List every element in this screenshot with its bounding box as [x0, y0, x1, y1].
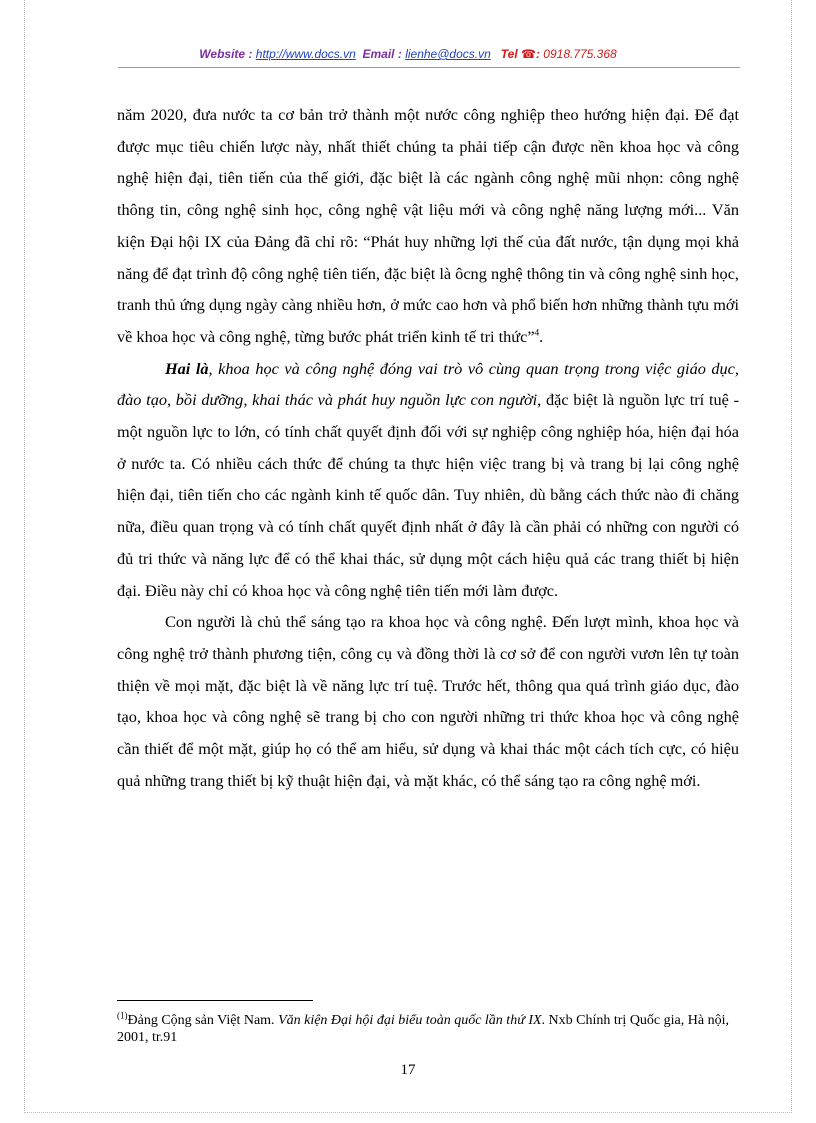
- page-header: [0, 47, 816, 61]
- paragraph-3: Con người là chủ thể sáng tạo ra khoa học và công nghệ. Đến lượt mình, khoa học và công nghệ trở thành phương tiện, công cụ và đồng thời là cơ sở để con người vươn lên tự toàn thiện về mọi mặt, đặc biệt là về năng lực trí tuệ. Trước hết, thông qua quá trình giáo dục, đào tạo, khoa học và công nghệ sẽ trang bị cho con người những tri thức khoa học và công nghệ cần thiết để một mặt, giúp họ có thể am hiểu, sử dụng và khai thác một cách tích cực, có hiệu quả những trang thiết bị kỹ thuật hiện đại, và mặt khác, có thể sáng tạo ra công nghệ mới.: [117, 612, 739, 790]
- email-label: Email :: [362, 47, 402, 61]
- paragraph-2-text: , đặc biệt là nguồn lực trí tuệ - một nguồn lực to lớn, có tính chất quyết định đối với sự nghiệp công nghiệp hóa, hiện đại hóa ở nước ta. Có nhiều cách thức để chúng ta thực hiện việc trang bị và trang bị lại công nghệ hiện đại, tiên tiến cho các ngành kinh tế quốc dân. Tuy nhiên, dù bằng cách thức nào đi chăng nữa, điều quan trọng và có tính chất quyết định nhất ở đây là cần phải có những con người có đủ tri thức và năng lực để có thể khai thác, sử dụng một cách hiệu quả các trang thiết bị hiện đại. Điều này chỉ có khoa học và công nghệ tiên tiến mới làm được.: [117, 390, 739, 600]
- paragraph-2-lead: Hai là: [165, 358, 209, 378]
- paragraph-1-end: .: [539, 326, 544, 346]
- footnote-reference: 4: [534, 327, 540, 338]
- email-link[interactable]: lienhe@docs.vn: [405, 47, 491, 61]
- paragraph-1: [117, 99, 739, 353]
- phone-number: 0918.775.368: [543, 47, 617, 61]
- footnote-title: Văn kiện Đại hội đại biểu toàn quốc lần thứ IX: [278, 1013, 542, 1028]
- footnote-divider: [117, 1000, 313, 1001]
- footnote-publisher: . Nxb Chính trị Quốc gia, Hà nội, 2001, tr.91: [117, 1013, 729, 1045]
- footnote-author: Đảng Cộng sản Việt Nam.: [127, 1013, 279, 1028]
- paragraph-1-text: năm 2020, đưa nước ta cơ bản trở thành một nước công nghiệp theo hướng hiện đại. Để đạt được mục tiêu chiến lược này, nhất thiết chúng ta phải tiếp cận được nền khoa học và công nghệ hiện đại, tiên tiến của thế giới, đặc biệt là các ngành công nghệ mũi nhọn: công nghệ thông tin, công nghệ sinh học, công nghệ vật liệu mới và công nghệ năng lượng mới... Văn kiện Đại hội IX của Đảng đã chỉ rõ: “Phát huy những lợi thế của đất nước, tận dụng mọi khả năng để đạt trình độ công nghệ tiên tiến, đặc biệt là ôcng nghệ thông tin và công nghệ sinh học, tranh thủ ứng dụng ngày càng nhiều hơn, ở mức cao hơn và phổ biến hơn những thành tựu mới về khoa học và công nghệ, từng bước phát triển kinh tế tri thức”: [117, 105, 739, 346]
- page-number: 17: [400, 1062, 416, 1078]
- footnote: [117, 1012, 739, 1046]
- tel-label: Tel ☎:: [500, 47, 540, 61]
- header-divider: [118, 67, 740, 68]
- footnote-mark: (1): [117, 1010, 128, 1021]
- paragraph-2: [117, 353, 739, 607]
- website-label: Website :: [199, 47, 253, 61]
- document-body: [117, 99, 739, 796]
- website-link[interactable]: http://www.docs.vn: [255, 47, 356, 61]
- paragraph-2-emphasis: , khoa học và công nghệ đóng vai trò vô cùng quan trọng trong việc giáo dục, đào tạo, bồi dưỡng, khai thác và phát huy nguồn lực con người: [117, 358, 739, 410]
